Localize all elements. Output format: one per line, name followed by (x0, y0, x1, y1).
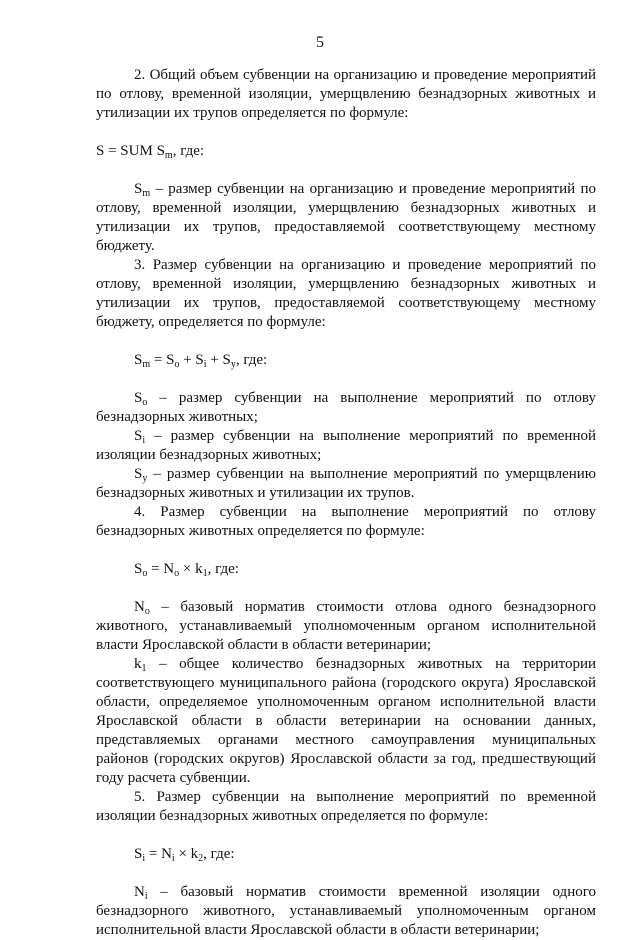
definition-k1: $k_1$ – общее количество безнадзорных животных на территории соответствующего муниципального района (городского округа) Ярославской области, определяемое уполномоченным органом исполнительной власти Ярославской области в области ветеринарии на основании данных, представляемых органами местного самоуправления муниципальных районов (городских округов) Ярославской области за год, предшествующий году расчета субвенции. (96, 656, 596, 786)
definition-sy: $S_y$ – размер субвенции на выполнение мероприятий по умерщвлению безнадзорных животных и утилизации их трупов. (96, 466, 596, 501)
definition-ni: $N_i$ – базовый норматив стоимости временной изоляции одного безнадзорного животного, устанавливаемый уполномоченным органом исполнительной власти Ярославской области в области ветеринарии; (96, 884, 596, 938)
definition-si: $S_i$ – размер субвенции на выполнение мероприятий по временной изоляции безнадзорных животных; (96, 428, 596, 463)
definition-sm: $S_m$ – размер субвенции на организацию и проведение мероприятий по отлову, временной изоляции, умерщвлению безнадзорных животных и утилизации их трупов, предоставляемой соответствующему местному бюджету. (96, 181, 596, 254)
formula-sm: $S_m = S_o + S_i + S_y$, где: (134, 352, 268, 370)
formula-si: $S_i = N_i \times k_2$, где: (134, 846, 235, 864)
document-body (96, 66, 596, 940)
definition-no: $N_o$ – базовый норматив стоимости отлова одного безнадзорного животного, устанавливаемый уполномоченным органом исполнительной власти Ярославской области в области ветеринарии; (96, 599, 596, 653)
definition-so: $S_o$ – размер субвенции на выполнение мероприятий по отлову безнадзорных животных; (96, 390, 596, 425)
paragraph-2: 2. Общий объем субвенции на организацию и проведение мероприятий по отлову, временной изоляции, умерщвлению безнадзорных животных и утилизации их трупов определяется по формуле: (96, 67, 596, 121)
formula-total: S = SUM $S_m$, где: (96, 143, 205, 161)
page-number: 5 (316, 34, 324, 51)
paragraph-3: 3. Размер субвенции на организацию и проведение мероприятий по отлову, временной изоляции, умерщвлению безнадзорных животных и утилизации их трупов, предоставляемой соответствующему местному бюджету, определяется по формуле: (96, 257, 596, 330)
paragraph-4: 4. Размер субвенции на выполнение мероприятий по отлову безнадзорных животных определяется по формуле: (96, 504, 596, 539)
paragraph-5: 5. Размер субвенции на выполнение мероприятий по временной изоляции безнадзорных животных определяется по формуле: (96, 789, 596, 824)
formula-so: $S_o = N_o \times k_1$, где: (134, 561, 239, 579)
